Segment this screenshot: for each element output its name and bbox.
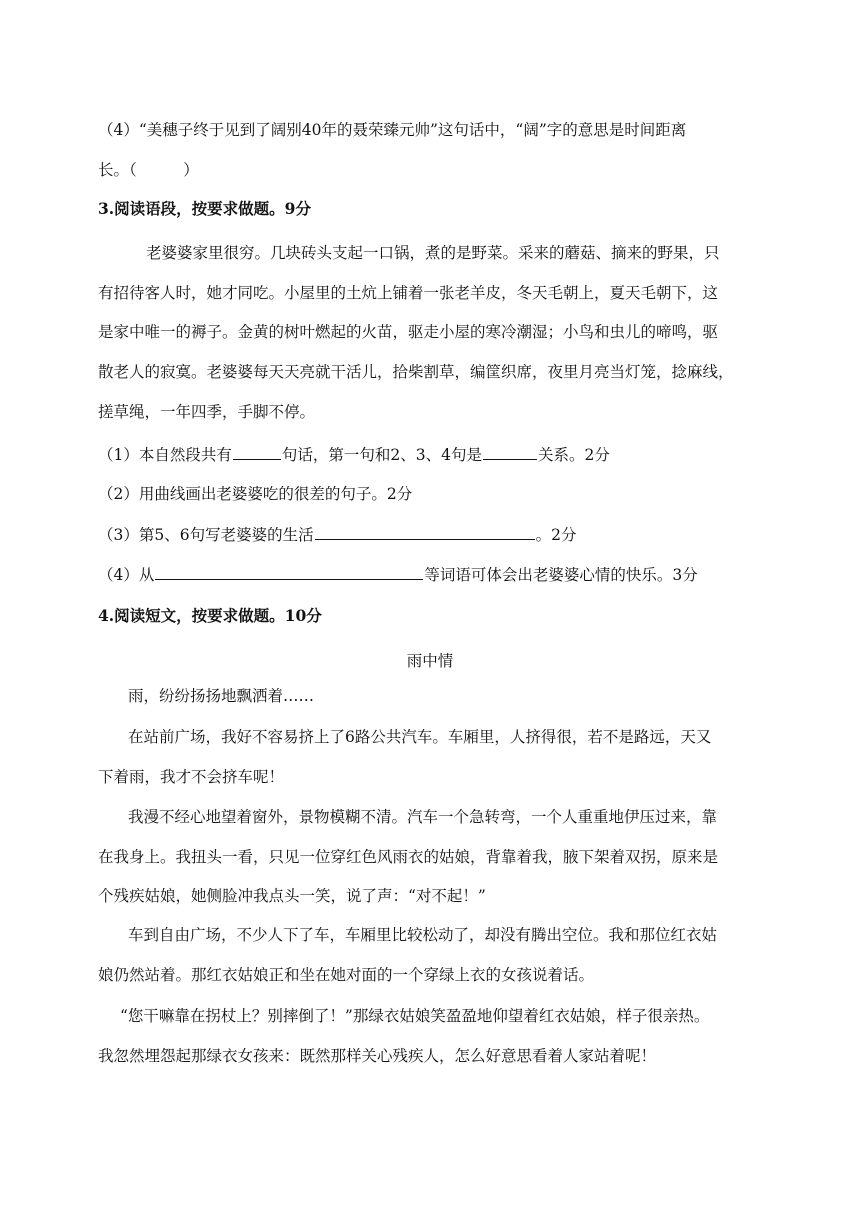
passage-line: 散老人的寂寞。老婆婆每天天亮就干活儿，拾柴割草，编筐织席，夜里月亮当灯笼，捻麻线， [98, 363, 734, 381]
story-line: 在站前广场，我好不容易挤上了6路公共汽车。车厢里，人挤得很，若不是路远，天又 [128, 728, 712, 746]
question-3-3 [98, 524, 576, 545]
question-2-4-line-2: 长。（ ） [98, 161, 199, 179]
question-3-2: （2）用曲线画出老婆婆吃的很差的句子。2分 [98, 485, 413, 503]
question-3-3-text-b: 。2分 [535, 526, 577, 544]
question-3-3-text-a: （3）第5、6句写老婆婆的生活 [98, 526, 314, 544]
passage-line: 搓草绳，一年四季，手脚不停。 [98, 403, 316, 421]
story-line: 娘仍然站着。那红衣姑娘正和坐在她对面的一个穿绿上衣的女孩说着话。 [98, 966, 595, 984]
story-line: 车到自由广场，不少人下了车，车厢里比较松动了，却没有腾出空位。我和那位红衣姑 [128, 926, 718, 944]
question-3-4 [98, 564, 698, 585]
story-line: 我忽然埋怨起那绿衣女孩来：既然那样关心残疾人，怎么好意思看着人家站着呢！ [98, 1047, 657, 1065]
answer-blank[interactable] [155, 564, 423, 580]
answer-blank[interactable] [315, 524, 535, 540]
question-3-4-text-b: 等词语可体会出老婆婆心情的快乐。3分 [424, 566, 698, 584]
story-line: “您干嘛靠在拐杖上？别摔倒了！”那绿衣姑娘笑盈盈地仰望着红衣姑娘，样子很亲热。 [120, 1007, 710, 1025]
answer-blank[interactable] [233, 444, 281, 460]
question-2-4-line-1: （4）“美穗子终于见到了阔别40年的聂荣臻元帅”这句话中，“阔”字的意思是时间距离 [98, 121, 687, 139]
passage-line: 老婆婆家里很穷。几块砖头支起一口锅，煮的是野菜。采来的蘑菇、摘来的野果，只 [146, 244, 720, 262]
question-3-1 [98, 444, 610, 465]
story-line: 我漫不经心地望着窗外，景物模糊不清。汽车一个急转弯，一个人重重地伊压过来，靠 [128, 808, 718, 826]
question-3-4-text-a: （4）从 [98, 566, 155, 584]
story-line: 雨，纷纷扬扬地飘洒着…… [128, 687, 315, 705]
story-line: 个残疾姑娘，她侧脸冲我点头一笑，说了声：“对不起！” [98, 887, 486, 905]
passage-line: 有招待客人时，她才同吃。小屋里的土炕上铺着一张老羊皮，冬天毛朝上，夏天毛朝下，这 [98, 284, 719, 302]
story-line: 在我身上。我扭头一看，只见一位穿红色风雨衣的姑娘，背靠着我，腋下架着双拐，原来是 [98, 848, 719, 866]
section-3-heading: 3.阅读语段，按要求做题。9分 [98, 199, 311, 218]
passage-line: 是家中唯一的褥子。金黄的树叶燃起的火苗，驱走小屋的寒冷潮湿；小鸟和虫儿的啼鸣，驱 [98, 323, 719, 341]
question-3-1-text-a: （1）本自然段共有 [98, 446, 232, 464]
section-4-heading: 4.阅读短文，按要求做题。10分 [98, 606, 322, 625]
story-title: 雨中情 [406, 652, 454, 670]
question-3-1-text-b: 句话，第一句和2、3、4句是 [281, 446, 482, 464]
story-line: 下着雨，我才不会挤车呢！ [98, 768, 285, 786]
answer-blank[interactable] [483, 444, 537, 460]
question-3-1-text-c: 关系。2分 [537, 446, 610, 464]
